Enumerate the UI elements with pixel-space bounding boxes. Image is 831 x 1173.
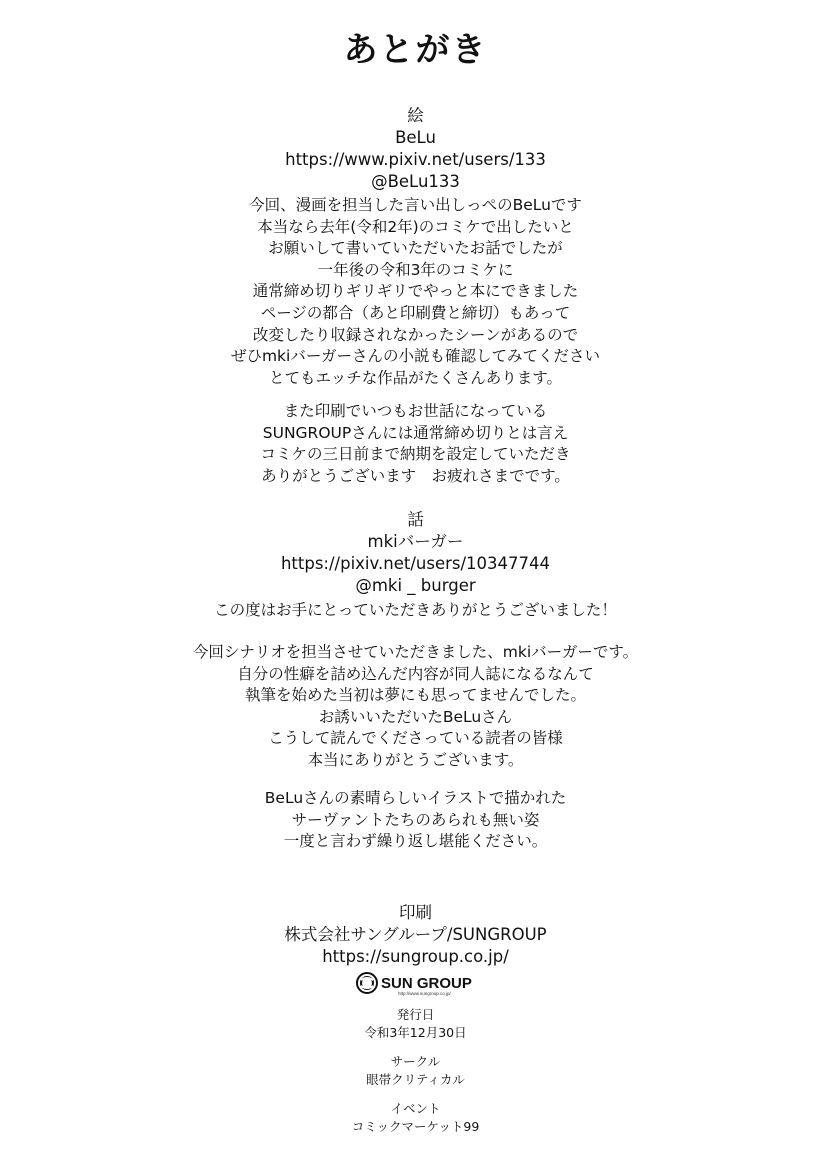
- writer-closing-line: サーヴァントたちのあられも無い姿: [291, 810, 540, 829]
- printer-credit: [0, 902, 831, 968]
- issue-date: [0, 1006, 831, 1042]
- event-value: コミックマーケット99: [351, 1119, 480, 1134]
- artist-name: BeLu: [395, 128, 436, 147]
- event-info: [0, 1100, 831, 1136]
- artist-message-line: 本当なら去年(令和2年)のコミケで出したいと: [257, 217, 574, 236]
- logo-url: http://www.sungroup.co.jp/: [398, 991, 451, 996]
- artist-thanks-line: SUNGROUPさんには通常締め切りとは言え: [262, 423, 569, 442]
- writer-url: https://pixiv.net/users/10347744: [280, 554, 551, 573]
- sungroup-logo: [356, 971, 476, 997]
- artist-message: [0, 195, 831, 389]
- artist-credit: [0, 105, 831, 193]
- issue-date-value: 令和3年12月30日: [364, 1025, 467, 1040]
- artist-message-line: 今回、漫画を担当した言い出しっぺのBeLuです: [249, 196, 582, 214]
- artist-thanks: [0, 401, 831, 487]
- writer-handle: @mki _ burger: [355, 576, 476, 595]
- writer-thanks-top: [0, 600, 831, 622]
- circle-label: サークル: [390, 1054, 441, 1069]
- writer-closing-line: BeLuさんの素晴らしいイラストで描かれた: [264, 789, 567, 807]
- writer-message-line: 執筆を始めた当初は夢にも思ってませんでした。: [244, 686, 586, 705]
- circle-info: [0, 1053, 831, 1089]
- artist-message-line: とてもエッチな作品がたくさんあります。: [269, 368, 562, 387]
- artist-thanks-line: ありがとうございます お疲れさまでです。: [261, 466, 570, 485]
- printer-heading: 印刷: [399, 903, 432, 922]
- writer-name: mkiバーガー: [367, 532, 464, 551]
- issue-date-label: 発行日: [396, 1007, 435, 1022]
- artist-message-line: ぜひmkiバーガーさんの小説も確認してみてください: [230, 347, 601, 366]
- logo-wordmark: SUN GROUP: [381, 975, 472, 992]
- artist-message-line: ページの都合（あと印刷費と締切）もあって: [260, 303, 571, 322]
- artist-message-line: お願いして書いていただいたお話でしたが: [268, 239, 563, 258]
- page-title: あとがき: [343, 30, 488, 70]
- writer-closing: [0, 788, 831, 853]
- artist-message-line: 通常締め切りギリギリでやっと本にできました: [252, 282, 579, 301]
- writer-message-line: お誘いいただいたBeLuさん: [318, 707, 513, 726]
- artist-message-line: 改変したり収録されなかったシーンがあるので: [252, 325, 579, 344]
- writer-heading: 話: [407, 510, 424, 529]
- artist-heading: 絵: [407, 106, 424, 125]
- writer-message-line: 本当にありがとうございます。: [307, 750, 524, 769]
- writer-thanks-line: この度はお手にとっていただきありがとうございました！: [214, 601, 617, 619]
- printer-url: https://sungroup.co.jp/: [322, 947, 509, 966]
- artist-message-line: 一年後の令和3年のコミケに: [317, 260, 514, 279]
- writer-message: [0, 642, 831, 772]
- writer-closing-line: 一度と言わず繰り返し堪能ください。: [283, 832, 548, 851]
- artist-url: https://www.pixiv.net/users/133: [285, 150, 546, 169]
- event-label: イベント: [390, 1101, 441, 1116]
- circle-value: 眼帯クリティカル: [366, 1072, 465, 1087]
- writer-message-line: こうして読んでくださっている読者の皆様: [268, 729, 563, 748]
- artist-thanks-line: コミケの三日前まで納期を設定していただき: [260, 445, 571, 464]
- artist-handle: @BeLu133: [371, 172, 460, 191]
- artist-thanks-line: また印刷でいつもお世話になっている: [283, 402, 548, 420]
- writer-message-line: 今回シナリオを担当させていただきました、mkiバーガーです。: [192, 643, 639, 661]
- writer-message-line: 自分の性癖を詰め込んだ内容が同人誌になるなんて: [237, 664, 594, 683]
- printer-company: 株式会社サングループ/SUNGROUP: [284, 925, 547, 944]
- writer-credit: [0, 509, 831, 597]
